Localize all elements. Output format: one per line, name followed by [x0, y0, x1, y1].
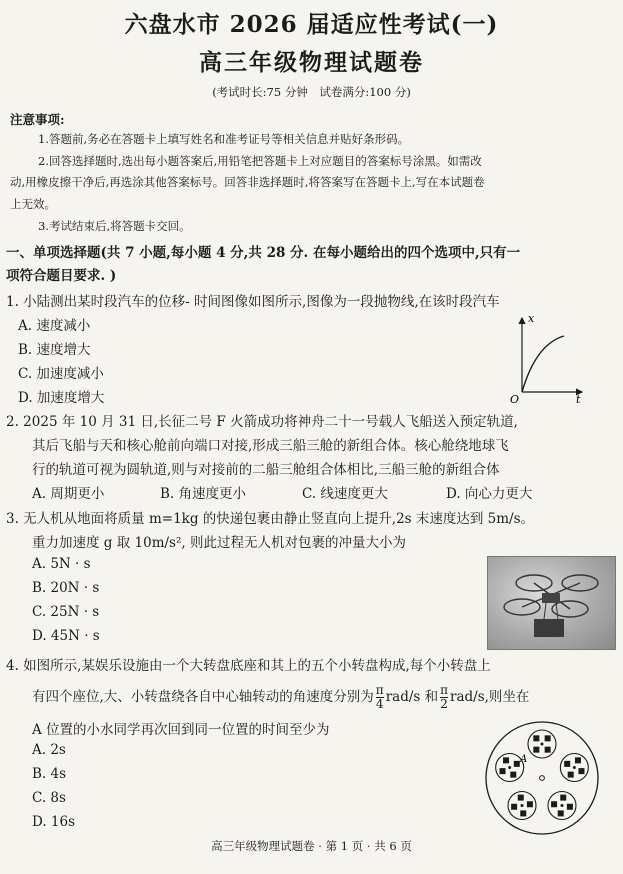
question-1-option: D. 加速度增大 — [18, 390, 105, 406]
question-2-option: D. 向心力更大 — [446, 486, 533, 502]
seat — [560, 795, 566, 801]
turntable-diagram — [482, 718, 602, 838]
small-turntables — [496, 730, 589, 820]
small-turntable-center — [573, 766, 576, 769]
notice-line: 3.考试结束后,将答题卡交回。 — [38, 219, 191, 233]
small-turntable-center — [560, 804, 563, 807]
exam-meta: (考试时长:75 分钟 试卷满分:100 分) — [212, 85, 411, 99]
question-4-stem: 4. 如图所示,某娱乐设施由一个大转盘底座和其上的五个小转盘构成,每个小转盘上 — [6, 658, 491, 674]
q4-text: 有四个座位,大、小转盘绕各自中心轴转动的角速度分别为 — [32, 689, 374, 705]
seat — [527, 801, 533, 807]
origin-label: O — [510, 393, 520, 404]
question-4-option: C. 8s — [32, 790, 66, 806]
notice-line: 动,用橡皮擦干净后,再选涂其他答案标号。回答非选择题时,将答案写在答题卡上,写在本试题卷 — [10, 175, 485, 189]
seat — [520, 810, 526, 816]
seat — [518, 795, 524, 801]
seat — [558, 810, 564, 816]
question-4-option: D. 16s — [32, 814, 76, 830]
q4-unit-2: rad/s,则坐在 — [450, 689, 530, 705]
seat — [545, 747, 551, 753]
question-2-option: A. 周期更小 — [32, 486, 105, 502]
position-a-label: A — [520, 754, 528, 765]
question-4-option: B. 4s — [32, 766, 67, 782]
question-3-option: D. 45N · s — [32, 628, 100, 644]
seat — [533, 735, 539, 741]
question-1-option: C. 加速度减小 — [18, 366, 104, 382]
seat — [568, 772, 574, 778]
x-axis-label: t — [576, 393, 581, 404]
seat — [533, 747, 539, 753]
seat — [514, 761, 520, 767]
question-3-stem: 3. 无人机从地面将质量 m=1kg 的快递包裹由静止竖直向上提升,2s 末速度达到 5m/s。 — [6, 511, 535, 527]
seat — [567, 804, 573, 810]
page-footer: 高三年级物理试题卷 · 第 1 页 · 共 6 页 — [211, 839, 412, 853]
question-1-option: A. 速度减小 — [18, 318, 91, 334]
question-4-stem-cont — [32, 684, 529, 711]
question-4-option: A. 2s — [32, 742, 66, 758]
question-2-stem: 2. 2025 年 10 月 31 日,长征二号 F 火箭成功将神舟二十一号载人飞船送入预定轨道, — [6, 414, 518, 430]
fraction-2: $\frac{\pi}{2}$ — [440, 683, 448, 711]
question-3-option: B. 20N · s — [32, 580, 100, 596]
notice-line: 2.回答选择题时,选出每小题答案后,用铅笔把答题卡上对应题目的答案标号涂黑。如需改 — [38, 154, 482, 168]
seat — [564, 761, 570, 767]
question-2-stem-cont: 其后飞船与天和核心舱前向端口对接,形成三船三舱的新组合体。核心舱绕地球飞 — [32, 438, 509, 454]
drone-icon — [488, 557, 615, 649]
section-heading: 一、单项选择题(共 7 小题,每小题 4 分,共 28 分. 在每小题给出的四个选项中,只有一 — [6, 245, 521, 261]
seat — [503, 757, 509, 763]
question-3-option: A. 5N · s — [32, 556, 91, 572]
seat — [551, 801, 557, 807]
question-2-option: B. 角速度更小 — [160, 486, 247, 502]
question-2-stem-cont: 行的轨道可视为圆轨道,则与对接前的二船三舱组合体相比,三船三舱的新组合体 — [32, 462, 500, 478]
fraction-1: $\frac{\pi}{4}$ — [375, 683, 384, 711]
exam-subtitle: 高三年级物理试题卷 — [199, 49, 424, 76]
small-turntable-center — [541, 743, 544, 746]
seat — [545, 735, 551, 741]
question-1-option: B. 速度增大 — [18, 342, 91, 358]
xt-graph — [506, 312, 588, 404]
seat — [575, 757, 581, 763]
y-axis-label: x — [528, 312, 535, 325]
notice-heading: 注意事项: — [10, 112, 65, 127]
question-3-option: C. 25N · s — [32, 604, 100, 620]
exam-title: 六盘水市 2026 届适应性考试(一) — [124, 11, 499, 38]
question-2-option: C. 线速度更大 — [302, 486, 388, 502]
q4-unit-1: rad/s 和 — [385, 689, 439, 705]
seat — [511, 804, 517, 810]
seat — [578, 768, 584, 774]
section-heading-cont: 项符合题目要求. ) — [6, 268, 117, 284]
parabola-curve — [522, 336, 564, 392]
notice-line: 上无效。 — [10, 197, 56, 211]
seat — [510, 772, 516, 778]
question-4-stem-cont: A 位置的小水同学再次回到同一位置的时间至少为 — [32, 722, 330, 738]
small-turntable-center — [508, 766, 511, 769]
question-1-stem: 1. 小陆测出某时段汽车的位移- 时间图像如图所示,图像为一段抛物线,在该时段汽车 — [6, 294, 500, 310]
question-3-stem-cont: 重力加速度 g 取 10m/s², 则此过程无人机对包裹的冲量大小为 — [32, 535, 406, 551]
seat — [500, 768, 506, 774]
small-turntable-center — [521, 804, 524, 807]
drone-photo — [487, 556, 616, 650]
notice-line: 1.答题前,务必在答题卡上填写姓名和准考证号等相关信息并贴好条形码。 — [38, 132, 410, 146]
